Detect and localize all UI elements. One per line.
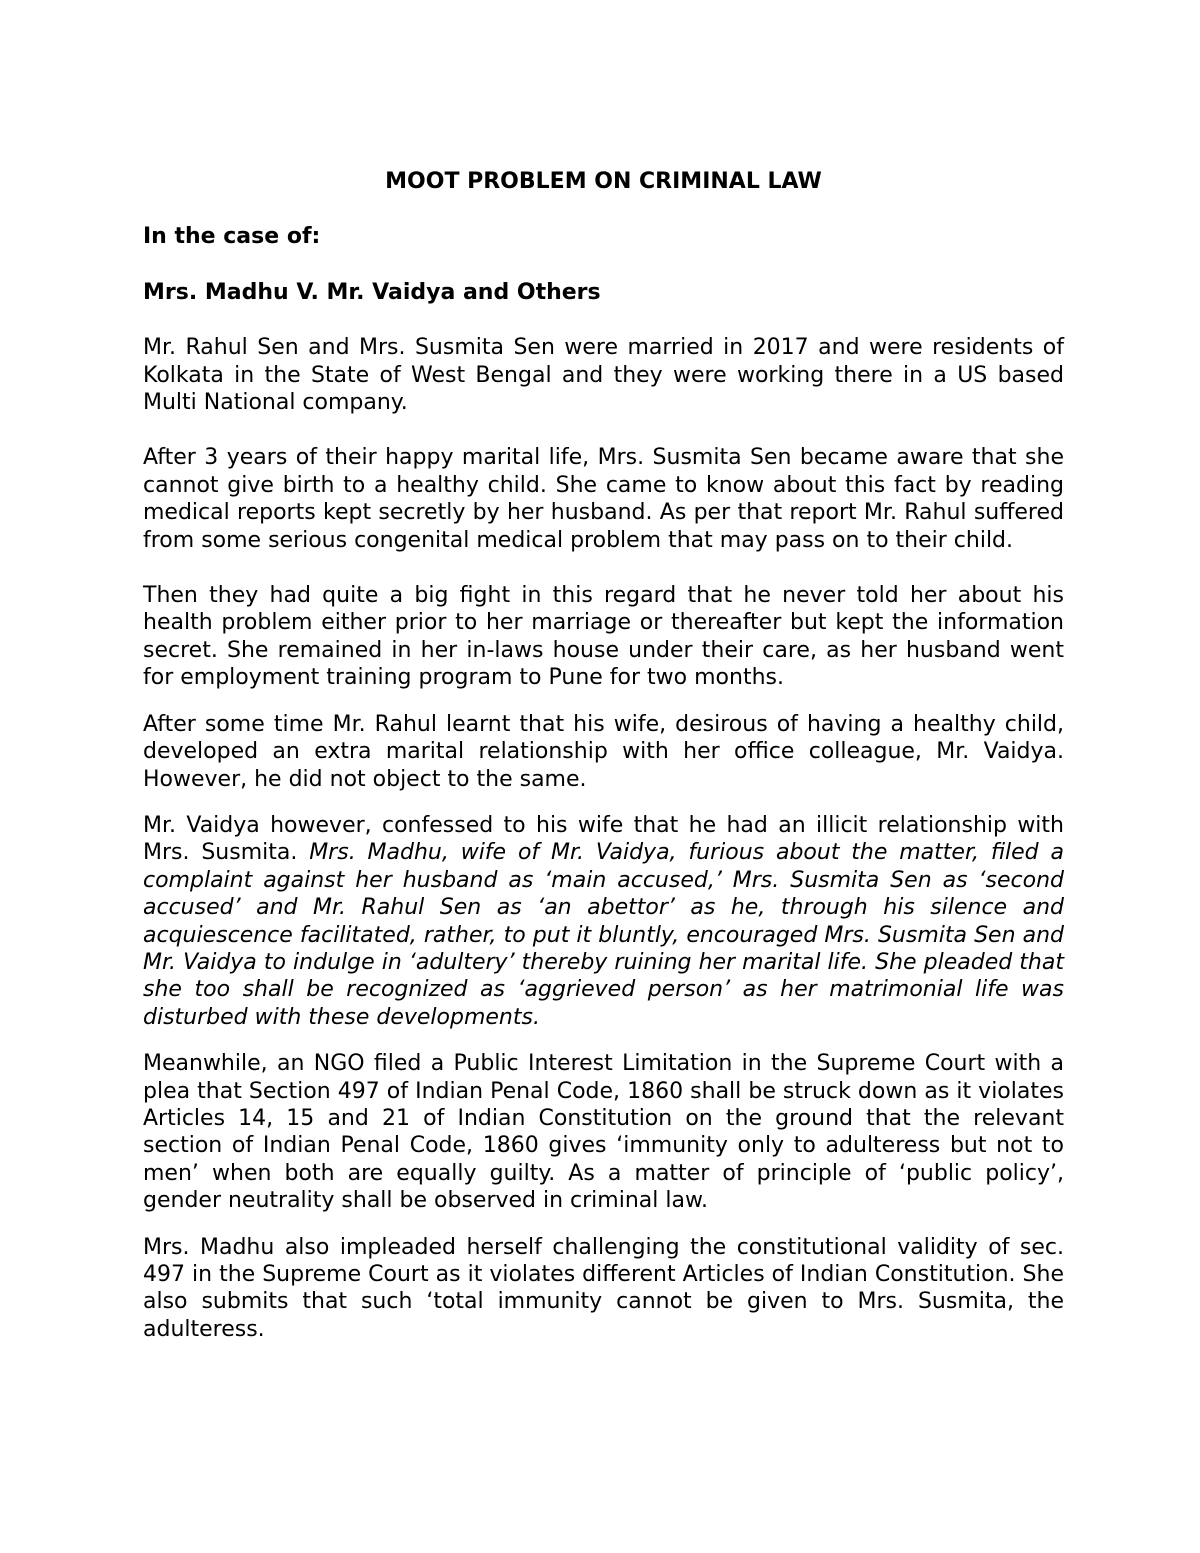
paragraph-5 [143,812,1064,1031]
paragraph-1: Mr. Rahul Sen and Mrs. Susmita Sen were married in 2017 and were residents of Kolkata in the State of West Bengal and they were working there in a US based Multi National company. [143,335,1064,416]
paragraph-2: After 3 years of their happy marital life, Mrs. Susmita Sen became aware that she cannot give birth to a healthy child. She came to know about this fact by reading medical reports kept secretly by her husband. As per that report Mr. Rahul suffered from some serious congenital medical problem that may pass on to their child. [143,445,1064,553]
paragraph-3: Then they had quite a big fight in this regard that he never told her about his health problem either prior to her marriage or thereafter but kept the information secret. She remained in her in-laws house under their care, as her husband went for employment training program to Pune for two months. [143,583,1064,691]
case-name: Mrs. Madhu V. Mr. Vaidya and Others [143,279,601,305]
paragraph-4: After some time Mr. Rahul learnt that his wife, desirous of having a healthy child, developed an extra marital relationship with her office colleague, Mr. Vaidya. However, he did not object to the same. [143,711,1064,792]
document-title: MOOT PROBLEM ON CRIMINAL LAW [385,169,822,194]
paragraph-6: Meanwhile, an NGO filed a Public Interest Limitation in the Supreme Court with a plea that Section 497 of Indian Penal Code, 1860 shall be struck down as it violates Articles 14, 15 and 21 of Indian Constitution on the ground that the relevant section of Indian Penal Code, 1860 gives ‘immunity only to adulteress but not to men’ when both are equally guilty. As a matter of principle of ‘public policy’, gender neutrality shall be observed in criminal law. [143,1051,1064,1214]
case-label: In the case of: [143,224,321,250]
paragraph-7: Mrs. Madhu also impleaded herself challenging the constitutional validity of sec. 497 in the Supreme Court as it violates different Articles of Indian Constitution. She also submits that such ‘total immunity cannot be given to Mrs. Susmita, the adulteress. [143,1234,1064,1342]
document-page [143,168,1064,1362]
paragraph-5-text: Mr. Vaidya however, confessed to his wife that he had an illicit relationship with Mrs. Susmita. [143,812,1064,866]
paragraph-5-italic-text: Mrs. Madhu, wife of Mr. Vaidya, furious about the matter, filed a complaint against her husband as ‘main accused,’ Mrs. Susmita Sen as ‘second accused’ and Mr. Rahul Sen as ‘an abettor’ as he, through his silence and acquiescence facilitated, rather, to put it bluntly, encouraged Mrs. Susmita Sen and Mr. Vaidya to indulge in ‘adultery’ thereby ruining her marital life. She pleaded that she too shall be recognized as ‘aggrieved person’ as her matrimonial life was disturbed with these developments. [143,840,1064,1030]
